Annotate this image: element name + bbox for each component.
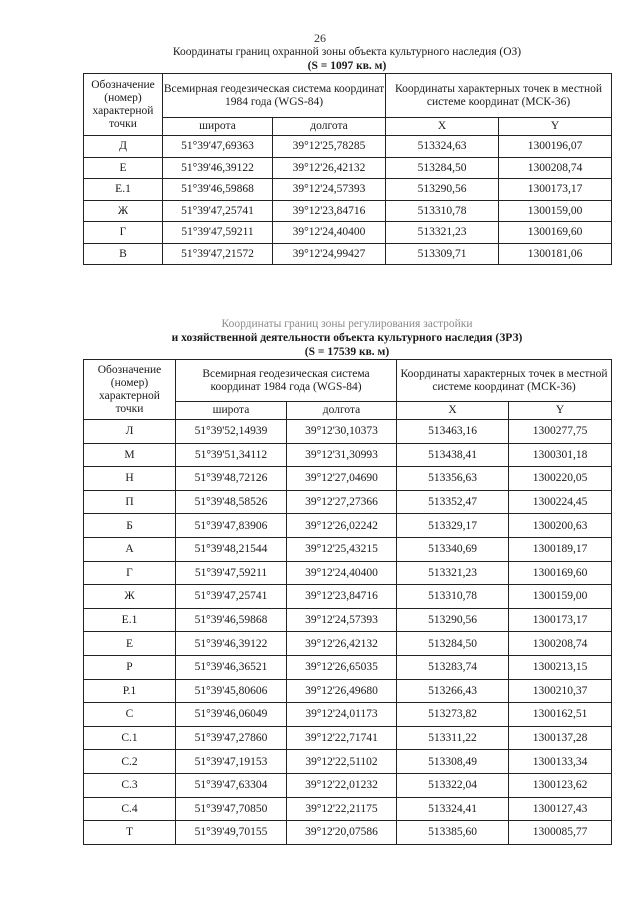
- latitude-cell: 51°39'48,58526: [176, 490, 287, 514]
- header-wgs: Всемирная геодезическая система координат 1984 года (WGS-84): [176, 360, 397, 402]
- header-longitude: долгота: [273, 118, 386, 136]
- table-row: [84, 655, 612, 679]
- latitude-cell: 51°39'46,39122: [176, 632, 287, 656]
- header-point: Обозначение (номер) характерной точки: [84, 74, 163, 136]
- table-row: [84, 750, 612, 774]
- latitude-cell: 51°39'47,21572: [163, 243, 273, 265]
- latitude-cell: 51°39'47,59211: [176, 561, 287, 585]
- header-msk: Координаты характерных точек в местной системе координат (МСК-36): [397, 360, 612, 402]
- longitude-cell: 39°12'23,84716: [273, 200, 386, 222]
- longitude-cell: 39°12'30,10373: [287, 420, 397, 444]
- table-row: [84, 585, 612, 609]
- header-point: Обозначение (номер) характерной точки: [84, 360, 176, 420]
- longitude-cell: 39°12'26,49680: [287, 679, 397, 703]
- longitude-cell: 39°12'24,40400: [287, 561, 397, 585]
- longitude-cell: 39°12'26,02242: [287, 514, 397, 538]
- point-cell: Ж: [84, 585, 176, 609]
- longitude-cell: 39°12'24,57393: [287, 608, 397, 632]
- y-cell: 1300162,51: [509, 703, 612, 727]
- longitude-cell: 39°12'27,04690: [287, 467, 397, 491]
- table-row: [84, 537, 612, 561]
- table-row: [84, 797, 612, 821]
- header-longitude: долгота: [287, 402, 397, 420]
- table-row: [84, 200, 612, 222]
- point-cell: Е: [84, 632, 176, 656]
- protection-zone-caption: [83, 45, 611, 73]
- latitude-cell: 51°39'47,83906: [176, 514, 287, 538]
- table-row: [84, 136, 612, 158]
- latitude-cell: 51°39'47,69363: [163, 136, 273, 158]
- y-cell: 1300224,45: [509, 490, 612, 514]
- table-row: [84, 726, 612, 750]
- x-cell: 513284,50: [386, 157, 499, 179]
- latitude-cell: 51°39'51,34112: [176, 443, 287, 467]
- y-cell: 1300189,17: [509, 537, 612, 561]
- latitude-cell: 51°39'52,14939: [176, 420, 287, 444]
- latitude-cell: 51°39'48,21544: [176, 537, 287, 561]
- point-cell: С: [84, 703, 176, 727]
- latitude-cell: 51°39'46,36521: [176, 655, 287, 679]
- table-row: [84, 243, 612, 265]
- point-cell: М: [84, 443, 176, 467]
- x-cell: 513311,22: [397, 726, 509, 750]
- table-row: [84, 420, 612, 444]
- longitude-cell: 39°12'24,01173: [287, 703, 397, 727]
- point-cell: Б: [84, 514, 176, 538]
- point-cell: С.2: [84, 750, 176, 774]
- latitude-cell: 51°39'46,59868: [163, 179, 273, 201]
- header-x: X: [386, 118, 499, 136]
- point-cell: Р.1: [84, 679, 176, 703]
- latitude-cell: 51°39'48,72126: [176, 467, 287, 491]
- point-cell: Е.1: [84, 179, 163, 201]
- x-cell: 513352,47: [397, 490, 509, 514]
- x-cell: 513463,16: [397, 420, 509, 444]
- point-cell: А: [84, 537, 176, 561]
- regulation-zone-rows: [84, 420, 612, 845]
- latitude-cell: 51°39'47,70850: [176, 797, 287, 821]
- point-cell: Г: [84, 222, 163, 244]
- point-cell: С.3: [84, 773, 176, 797]
- header-latitude: широта: [163, 118, 273, 136]
- y-cell: 1300127,43: [509, 797, 612, 821]
- latitude-cell: 51°39'46,06049: [176, 703, 287, 727]
- table-row: [84, 703, 612, 727]
- y-cell: 1300123,62: [509, 773, 612, 797]
- protection-zone-table: [83, 73, 612, 265]
- x-cell: 513321,23: [386, 222, 499, 244]
- x-cell: 513309,71: [386, 243, 499, 265]
- y-cell: 1300181,06: [499, 243, 612, 265]
- longitude-cell: 39°12'22,21175: [287, 797, 397, 821]
- longitude-cell: 39°12'22,71741: [287, 726, 397, 750]
- x-cell: 513324,63: [386, 136, 499, 158]
- y-cell: 1300208,74: [499, 157, 612, 179]
- x-cell: 513266,43: [397, 679, 509, 703]
- header-y: Y: [509, 402, 612, 420]
- x-cell: 513308,49: [397, 750, 509, 774]
- longitude-cell: 39°12'24,57393: [273, 179, 386, 201]
- protection-zone-section: [83, 45, 611, 265]
- y-cell: 1300159,00: [509, 585, 612, 609]
- x-cell: 513356,63: [397, 467, 509, 491]
- latitude-cell: 51°39'45,80606: [176, 679, 287, 703]
- y-cell: 1300169,60: [499, 222, 612, 244]
- longitude-cell: 39°12'25,78285: [273, 136, 386, 158]
- latitude-cell: 51°39'47,27860: [176, 726, 287, 750]
- table-row: [84, 679, 612, 703]
- header-msk: Координаты характерных точек в местной системе координат (МСК-36): [386, 74, 612, 118]
- y-cell: 1300213,15: [509, 655, 612, 679]
- longitude-cell: 39°12'27,27366: [287, 490, 397, 514]
- x-cell: 513284,50: [397, 632, 509, 656]
- x-cell: 513273,82: [397, 703, 509, 727]
- regulation-zone-section: [83, 317, 611, 845]
- x-cell: 513290,56: [397, 608, 509, 632]
- longitude-cell: 39°12'24,99427: [273, 243, 386, 265]
- table-row: [84, 179, 612, 201]
- y-cell: 1300196,07: [499, 136, 612, 158]
- latitude-cell: 51°39'47,59211: [163, 222, 273, 244]
- y-cell: 1300137,28: [509, 726, 612, 750]
- point-cell: Д: [84, 136, 163, 158]
- point-cell: С.4: [84, 797, 176, 821]
- longitude-cell: 39°12'20,07586: [287, 821, 397, 845]
- latitude-cell: 51°39'46,39122: [163, 157, 273, 179]
- longitude-cell: 39°12'31,30993: [287, 443, 397, 467]
- latitude-cell: 51°39'47,63304: [176, 773, 287, 797]
- y-cell: 1300301,18: [509, 443, 612, 467]
- latitude-cell: 51°39'46,59868: [176, 608, 287, 632]
- longitude-cell: 39°12'24,40400: [273, 222, 386, 244]
- point-cell: П: [84, 490, 176, 514]
- x-cell: 513290,56: [386, 179, 499, 201]
- longitude-cell: 39°12'26,42132: [287, 632, 397, 656]
- point-cell: С.1: [84, 726, 176, 750]
- table-row: [84, 157, 612, 179]
- table-row: [84, 443, 612, 467]
- table-row: [84, 608, 612, 632]
- table-row: [84, 490, 612, 514]
- caption-title: Координаты границ зоны регулирования застройки: [221, 318, 473, 330]
- latitude-cell: 51°39'47,25741: [163, 200, 273, 222]
- point-cell: Ж: [84, 200, 163, 222]
- x-cell: 513340,69: [397, 537, 509, 561]
- longitude-cell: 39°12'22,51102: [287, 750, 397, 774]
- latitude-cell: 51°39'47,19153: [176, 750, 287, 774]
- latitude-cell: 51°39'49,70155: [176, 821, 287, 845]
- point-cell: Н: [84, 467, 176, 491]
- x-cell: 513329,17: [397, 514, 509, 538]
- point-cell: Г: [84, 561, 176, 585]
- table-row: [84, 773, 612, 797]
- longitude-cell: 39°12'23,84716: [287, 585, 397, 609]
- point-cell: Е.1: [84, 608, 176, 632]
- x-cell: 513310,78: [397, 585, 509, 609]
- longitude-cell: 39°12'26,65035: [287, 655, 397, 679]
- x-cell: 513321,23: [397, 561, 509, 585]
- x-cell: 513283,74: [397, 655, 509, 679]
- y-cell: 1300210,37: [509, 679, 612, 703]
- table-row: [84, 561, 612, 585]
- header-wgs: Всемирная геодезическая система координат 1984 года (WGS-84): [163, 74, 386, 118]
- point-cell: Е: [84, 157, 163, 179]
- table-row: [84, 222, 612, 244]
- point-cell: Т: [84, 821, 176, 845]
- y-cell: 1300220,05: [509, 467, 612, 491]
- regulation-zone-table: [83, 359, 612, 845]
- y-cell: 1300085,77: [509, 821, 612, 845]
- table-row: [84, 632, 612, 656]
- point-cell: Л: [84, 420, 176, 444]
- table-row: [84, 821, 612, 845]
- x-cell: 513438,41: [397, 443, 509, 467]
- y-cell: 1300159,00: [499, 200, 612, 222]
- y-cell: 1300173,17: [509, 608, 612, 632]
- table-row: [84, 467, 612, 491]
- caption-subtitle: и хозяйственной деятельности объекта культурного наследия (ЗРЗ): [171, 332, 523, 344]
- x-cell: 513385,60: [397, 821, 509, 845]
- caption-area: (S = 17539 кв. м): [304, 346, 390, 358]
- header-x: X: [397, 402, 509, 420]
- header-latitude: широта: [176, 402, 287, 420]
- x-cell: 513322,04: [397, 773, 509, 797]
- longitude-cell: 39°12'26,42132: [273, 157, 386, 179]
- caption-area: (S = 1097 кв. м): [307, 60, 387, 72]
- protection-zone-rows: [84, 136, 612, 265]
- header-y: Y: [499, 118, 612, 136]
- point-cell: В: [84, 243, 163, 265]
- y-cell: 1300133,34: [509, 750, 612, 774]
- longitude-cell: 39°12'25,43215: [287, 537, 397, 561]
- longitude-cell: 39°12'22,01232: [287, 773, 397, 797]
- latitude-cell: 51°39'47,25741: [176, 585, 287, 609]
- y-cell: 1300200,63: [509, 514, 612, 538]
- regulation-zone-caption: [83, 317, 611, 359]
- table-row: [84, 514, 612, 538]
- y-cell: 1300173,17: [499, 179, 612, 201]
- x-cell: 513310,78: [386, 200, 499, 222]
- page-number: 26: [314, 31, 326, 45]
- y-cell: 1300169,60: [509, 561, 612, 585]
- y-cell: 1300208,74: [509, 632, 612, 656]
- caption-title: Координаты границ охранной зоны объекта культурного наследия (ОЗ): [172, 46, 522, 58]
- point-cell: Р: [84, 655, 176, 679]
- x-cell: 513324,41: [397, 797, 509, 821]
- y-cell: 1300277,75: [509, 420, 612, 444]
